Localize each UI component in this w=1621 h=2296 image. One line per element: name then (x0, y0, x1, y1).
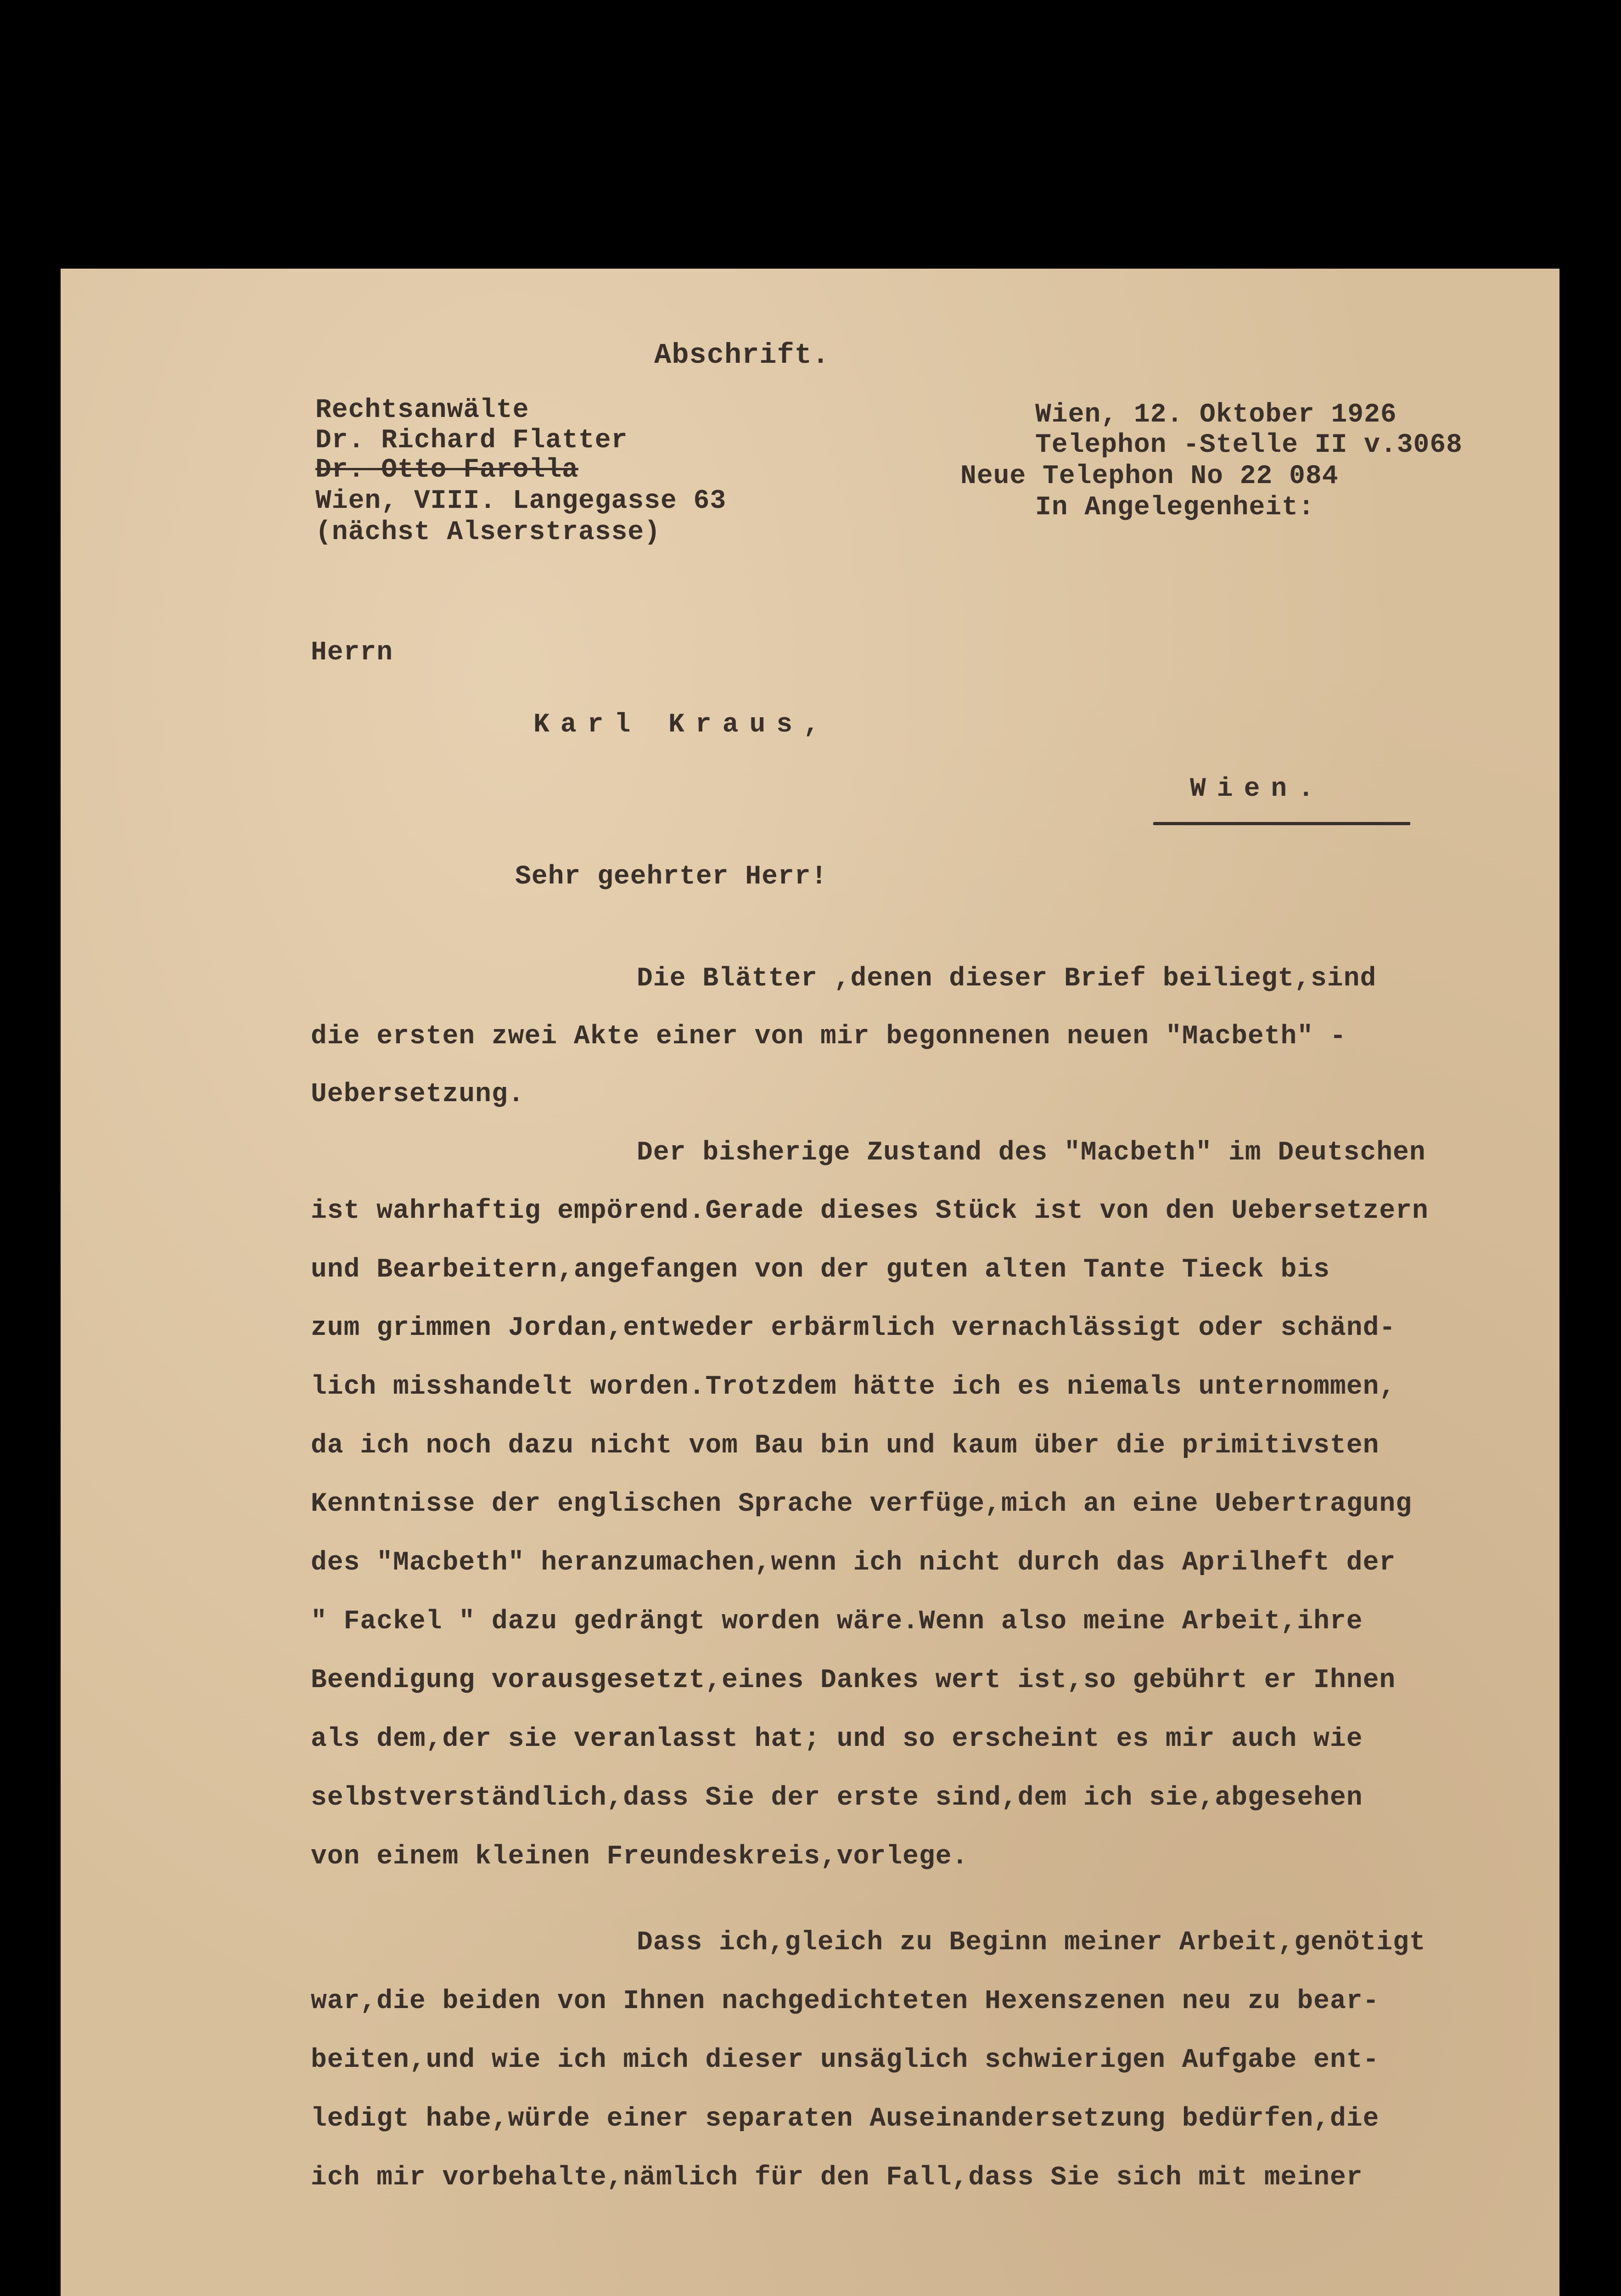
letterhead-line-1: Rechtsanwälte (315, 395, 529, 425)
angelegenheit-line: In Angelegenheit: (1035, 493, 1315, 523)
body-line: ledigt habe,würde einer separaten Auseinandersetzung bedürfen,die (311, 2104, 1380, 2134)
body-line: beiten,und wie ich mich dieser unsäglich schwierigen Aufgabe ent- (311, 2045, 1380, 2075)
body-line: " Fackel " dazu gedrängt worden wäre.Wenn also meine Arbeit,ihre (311, 1607, 1363, 1637)
telephon-stelle-line: Telephon -Stelle II v.3068 (1035, 430, 1463, 460)
body-line: von einem kleinen Freundeskreis,vorlege. (311, 1842, 969, 1872)
letterhead-line-2: Dr. Richard Flatter (315, 426, 628, 456)
body-line: des "Macbeth" heranzumachen,wenn ich nicht durch das Aprilheft der (311, 1548, 1396, 1578)
body-line: Die Blätter ,denen dieser Brief beiliegt,sind (637, 964, 1377, 994)
body-line: Der bisherige Zustand des "Macbeth" im Deutschen (637, 1138, 1426, 1168)
letterhead-line-3-struck: Dr. Otto Farolla (315, 455, 578, 485)
body-line: die ersten zwei Akte einer von mir begonnenen neuen "Macbeth" - (311, 1022, 1346, 1052)
body-line: Uebersetzung. (311, 1080, 525, 1109)
document-title: Abschrift. (654, 339, 830, 371)
recipient-prefix: Herrn (311, 638, 393, 668)
date-line: Wien, 12. Oktober 1926 (1035, 400, 1397, 430)
letterhead-line-5: (nächst Alserstrasse) (315, 518, 661, 547)
letter-page (61, 269, 1559, 2296)
body-line: lich misshandelt worden.Trotzdem hätte ich es niemals unternommen, (311, 1372, 1396, 1402)
city-underline (1153, 822, 1410, 825)
body-line: als dem,der sie veranlasst hat; und so erscheint es mir auch wie (311, 1724, 1363, 1754)
body-line: Dass ich,gleich zu Beginn meiner Arbeit,genötigt (637, 1928, 1426, 1958)
body-line: und Bearbeitern,angefangen von der guten alten Tante Tieck bis (311, 1255, 1330, 1285)
letterhead-line-4: Wien, VIII. Langegasse 63 (315, 486, 727, 516)
body-line: war,die beiden von Ihnen nachgedichteten Hexenszenen neu zu bear- (311, 1986, 1380, 2016)
body-line: Beendigung vorausgesetzt,eines Dankes wert ist,so gebührt er Ihnen (311, 1666, 1396, 1695)
body-line: ich mir vorbehalte,nämlich für den Fall,dass Sie sich mit meiner (311, 2163, 1363, 2193)
recipient-name: Karl Kraus, (533, 710, 830, 740)
greeting: Sehr geehrter Herr! (515, 862, 828, 892)
body-line: da ich noch dazu nicht vom Bau bin und kaum über die primitivsten (311, 1431, 1380, 1461)
body-line: zum grimmen Jordan,entweder erbärmlich vernachlässigt oder schänd- (311, 1313, 1396, 1343)
body-line: ist wahrhaftig empörend.Gerade dieses Stück ist von den Uebersetzern (311, 1196, 1429, 1226)
body-line: Kenntnisse der englischen Sprache verfüge,mich an eine Uebertragung (311, 1489, 1412, 1519)
neue-telephon-line: Neue Telephon No 22 084 (960, 461, 1339, 491)
body-line: selbstverständlich,dass Sie der erste sind,dem ich sie,abgesehen (311, 1783, 1363, 1813)
recipient-city: Wien. (1190, 774, 1325, 804)
